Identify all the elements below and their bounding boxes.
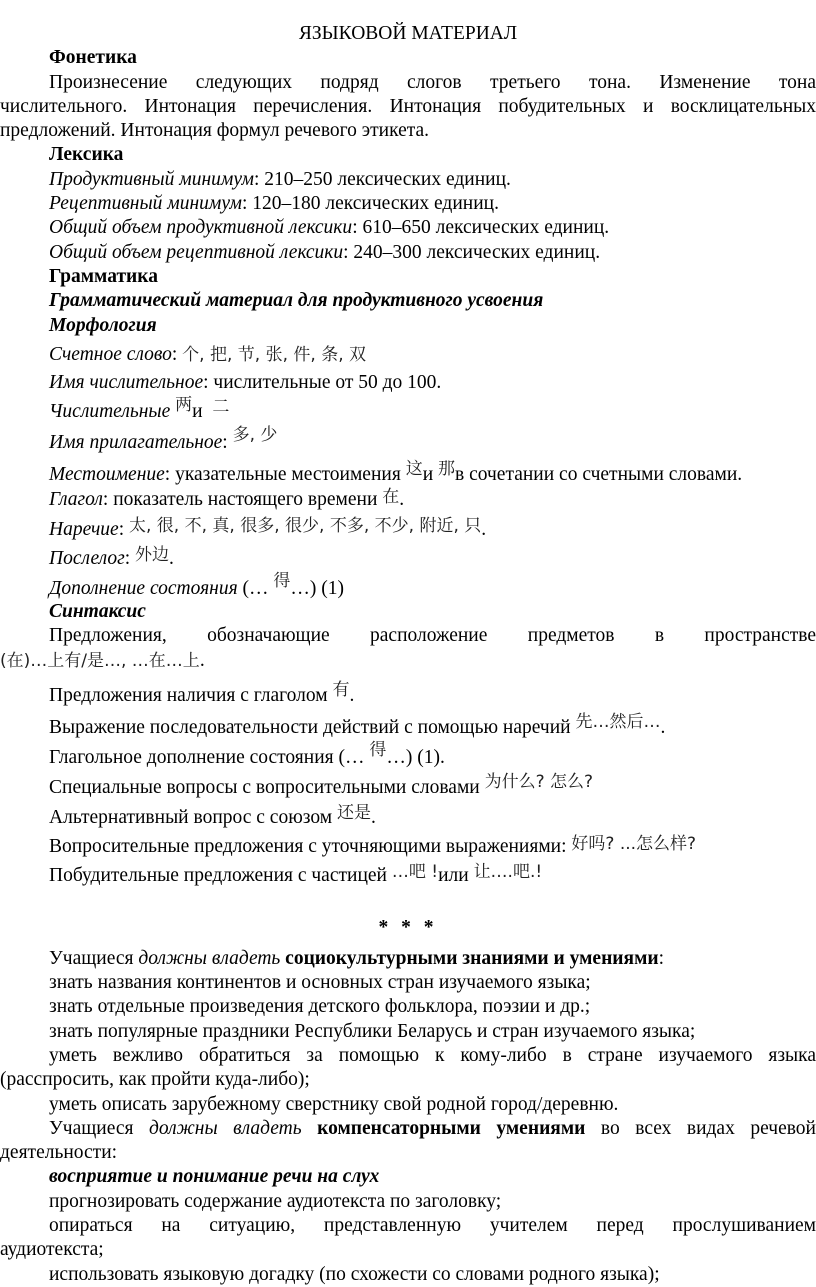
syntax-alternative-end: . <box>370 807 376 829</box>
complement-text-2: …) (1) <box>290 577 345 599</box>
numerals-line <box>0 394 816 425</box>
syntax-imperative-text: Побудительные предложения с частицей <box>49 865 387 887</box>
compensatory-intro-line-2: деятельности: <box>0 1142 118 1164</box>
lexis-item <box>0 168 816 192</box>
verb-label: Глагол <box>49 488 103 510</box>
lexis-item <box>0 192 816 216</box>
pronoun-label: Местоимение <box>49 463 165 485</box>
lexis-item-text: : 120–180 лексических единиц. <box>241 193 499 215</box>
syntax-complement-text-2: …) (1). <box>386 747 445 769</box>
phonetics-line-1: Произнесение следующих подряд слогов третьего тона. Изменение тона <box>49 71 816 93</box>
pronoun-chinese-1: 这 <box>405 458 423 479</box>
syntax-location-end: . <box>199 650 205 672</box>
compensatory-intro-rest: во всех видах речевой <box>585 1117 816 1139</box>
sociocultural-item: знать названия континентов и основных стран изучаемого языка; <box>49 972 591 994</box>
syntax-alternative-chinese: 还是 <box>336 803 371 824</box>
postposition-chinese: 外边 <box>135 544 170 565</box>
compensatory-intro-bold: компенсаторными умениями <box>301 1117 586 1139</box>
postposition-label: Послелог <box>49 547 125 569</box>
lexis-item-label: Общий объем продуктивной лексики <box>49 217 353 239</box>
phonetics-heading: Фонетика <box>49 47 137 69</box>
syntax-clarifying-text: Вопросительные предложения с уточняющими выражениями: <box>49 836 567 858</box>
syntax-sequence-end: . <box>660 717 666 739</box>
pronoun-and: и <box>422 463 434 485</box>
phonetics-line-2: числительного. Интонация перечисления. Интонация побудительных и восклицательных <box>0 95 816 117</box>
lexis-heading: Лексика <box>49 144 124 166</box>
sociocultural-intro-bold: социокультурными знаниями и умениями <box>280 947 659 969</box>
compensatory-intro-text: Учащиеся <box>49 1117 149 1139</box>
syntax-alternative-text: Альтернативный вопрос с союзом <box>49 807 333 829</box>
grammar-subheading: Грамматический материал для продуктивного усвоения <box>49 290 544 312</box>
verb-chinese: 在 <box>382 486 400 507</box>
lexis-item-text: : 610–650 лексических единиц. <box>352 217 610 239</box>
counter-word-label: Счетное слово <box>49 343 172 365</box>
syntax-imperative-or: или <box>438 865 469 887</box>
syntax-complement-line <box>0 741 816 771</box>
syntax-existence-end: . <box>349 685 355 707</box>
sociocultural-intro <box>0 947 816 971</box>
lexis-item-label: Общий объем рецептивной лексики <box>49 241 344 263</box>
compensatory-intro <box>0 1117 816 1141</box>
adverb-chinese: 太, 很, 不, 真, 很多, 很少, 不多, 不少, 附近, 只 <box>129 515 482 536</box>
numerals-label: Числительные <box>49 400 171 422</box>
complement-line <box>0 572 816 600</box>
sociocultural-polite-line-2: (расспросить, как пройти куда-либо); <box>0 1069 310 1091</box>
postposition-line <box>0 542 816 572</box>
syntax-complement-chinese: 得 <box>369 740 387 761</box>
sociocultural-intro-end: : <box>658 947 665 969</box>
sociocultural-polite-line-1: уметь вежливо обратиться за помощью к кому-либо в стране изучаемого языка <box>49 1044 816 1066</box>
sociocultural-intro-text: Учащиеся <box>49 947 139 969</box>
section-separator: * * * <box>378 917 438 939</box>
sociocultural-describe: уметь описать зарубежному сверстнику свой родной город/деревню. <box>49 1093 619 1115</box>
syntax-location-line-2 <box>0 648 816 675</box>
postposition-colon: : <box>124 547 131 569</box>
syntax-special-questions-chinese: 为什么? 怎么? <box>484 772 594 793</box>
adjective-chinese: 多, 少 <box>232 424 278 445</box>
counter-word-line <box>0 338 816 368</box>
lexis-item <box>0 241 816 265</box>
pronoun-rest: в сочетании со счетными словами. <box>455 463 743 485</box>
pronoun-text: : указательные местоимения <box>164 463 401 485</box>
numeral-label: Имя числительное <box>49 371 204 393</box>
compensatory-guess: использовать языковую догадку (по схожести со словами родного языка); <box>49 1263 660 1285</box>
numerals-chinese-1: 两 <box>175 394 193 415</box>
lexis-item-text: : 240–300 лексических единиц. <box>343 241 601 263</box>
compensatory-item: прогнозировать содержание аудиотекста по заголовку; <box>49 1190 502 1212</box>
syntax-location-chinese: (在)…上有/是…, …在…上 <box>0 651 200 672</box>
listening-heading: восприятие и понимание речи на слух <box>49 1166 380 1188</box>
syntax-sequence-text: Выражение последовательности действий с помощью наречий <box>49 717 571 739</box>
syntax-location-line-1: Предложения, обозначающие расположение предметов в пространстве <box>49 625 816 647</box>
syntax-heading: Синтаксис <box>49 600 146 622</box>
lexis-item-label: Рецептивный минимум <box>49 193 242 215</box>
compensatory-rely-line-1: опираться на ситуацию, представленную учителем перед прослушиванием <box>49 1215 816 1237</box>
lexis-item-label: Продуктивный минимум <box>49 168 254 190</box>
syntax-sequence-chinese: 先…然后… <box>575 712 661 733</box>
syntax-existence-chinese: 有 <box>332 680 350 701</box>
document-page <box>0 22 816 1287</box>
complement-text-1: (… <box>242 577 269 599</box>
syntax-imperative-chinese-1: …吧 ! <box>391 862 439 883</box>
compensatory-rely-line-2: аудиотекста; <box>0 1239 104 1261</box>
syntax-clarifying-chinese: 好吗? ...怎么样? <box>571 834 697 855</box>
adjective-line <box>0 425 816 456</box>
counter-word-colon: : <box>171 343 178 365</box>
complement-chinese: 得 <box>273 570 291 591</box>
adverb-line <box>0 512 816 542</box>
syntax-sequence-line <box>0 709 816 741</box>
pronoun-line <box>0 456 816 486</box>
sociocultural-intro-italic: должны владеть <box>138 947 281 969</box>
numeral-text: : числительные от 50 до 100. <box>203 371 442 393</box>
verb-line <box>0 486 816 512</box>
syntax-imperative-line <box>0 860 816 890</box>
adverb-colon: : <box>118 518 125 540</box>
pronoun-chinese-2: 那 <box>438 458 455 479</box>
numerals-and: и <box>192 400 203 422</box>
sociocultural-item: знать отдельные произведения детского фольклора, поэзии и др.; <box>49 996 591 1018</box>
complement-label: Дополнение состояния <box>49 577 238 599</box>
verb-text: : показатель настоящего времени <box>102 488 378 510</box>
numerals-chinese-2: 二 <box>212 396 230 417</box>
verb-end: . <box>399 488 405 510</box>
syntax-clarifying-line <box>0 831 816 860</box>
document-title: ЯЗЫКОВОЙ МАТЕРИАЛ <box>298 23 518 44</box>
adverb-end: . <box>481 518 487 540</box>
syntax-special-questions-line <box>0 771 816 801</box>
morphology-heading: Морфология <box>49 314 157 336</box>
counter-word-chinese: 个, 把, 节, 张, 件, 条, 双 <box>182 344 367 365</box>
compensatory-intro-italic: должны владеть <box>149 1117 302 1139</box>
adjective-colon: : <box>222 431 228 453</box>
postposition-end: . <box>169 547 174 569</box>
lexis-item-text: : 210–250 лексических единиц. <box>253 168 511 190</box>
grammar-heading: Грамматика <box>49 265 158 287</box>
lexis-item <box>0 216 816 240</box>
adjective-label: Имя прилагательное <box>49 431 223 453</box>
phonetics-line-3: предложений. Интонация формул речевого этикета. <box>0 120 430 142</box>
sociocultural-item: знать популярные праздники Республики Беларусь и стран изучаемого языка; <box>49 1020 696 1042</box>
syntax-imperative-chinese-2: 让….吧.! <box>473 862 543 883</box>
syntax-alternative-line <box>0 801 816 831</box>
syntax-existence-text: Предложения наличия с глаголом <box>49 685 328 707</box>
syntax-special-questions-text: Специальные вопросы с вопросительными словами <box>49 777 480 799</box>
adverb-label: Наречие <box>49 518 119 540</box>
syntax-complement-text-1: Глагольное дополнение состояния (… <box>49 747 365 769</box>
numeral-line <box>0 368 816 394</box>
syntax-existence-line <box>0 675 816 709</box>
